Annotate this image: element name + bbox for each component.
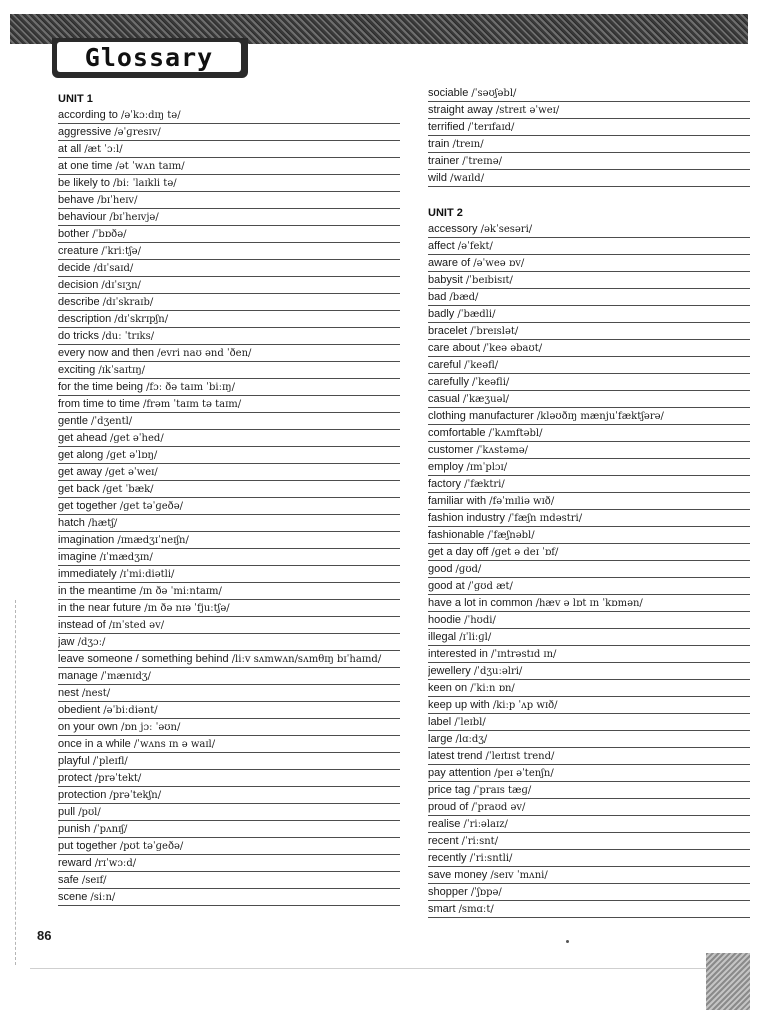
entry-pronunciation: /ˈpraʊd əv/ [471,802,526,813]
entry-word: casual [428,393,460,405]
entry-pronunciation: /ɡet ə deɪ ˈɒf/ [491,547,559,558]
glossary-entry [428,765,750,782]
entry-word: decision [58,279,99,291]
glossary-entry [428,102,750,119]
glossary-entry [58,566,400,583]
entry-word: wild [428,172,447,184]
entry-pronunciation: /liːv sʌmwʌn/sʌmθɪŋ bɪˈhaɪnd/ [231,654,382,665]
entry-pronunciation: /ˈriːsntli/ [469,853,513,864]
glossary-entry [428,850,750,867]
entry-word: get ahead [58,432,107,444]
glossary-entry [428,442,750,459]
glossary-entry [428,493,750,510]
entry-pronunciation: /ɪˈliːɡl/ [459,632,492,643]
entry-pronunciation: /əˈɡresɪv/ [114,127,161,138]
entry-pronunciation: /ˈkeəfli/ [472,377,510,388]
glossary-entry [58,736,400,753]
glossary-entry [428,221,750,238]
glossary-entry [428,578,750,595]
entry-word: do tricks [58,330,99,342]
glossary-entry [58,345,400,362]
glossary-entry [428,612,750,629]
entry-pronunciation: /streɪt əˈweɪ/ [495,105,560,116]
entry-word: aggressive [58,126,112,138]
entry-pronunciation: /dɪˈsaɪd/ [93,263,134,274]
entry-word: careful [428,359,462,371]
entry-word: familiar with [428,495,487,507]
entry-pronunciation: /evri naʊ ənd ˈðen/ [157,348,252,359]
entry-word: price tag [428,784,471,796]
glossary-entry [428,85,750,102]
glossary-entry [58,379,400,396]
entry-pronunciation: /ˈbɒðə/ [92,229,127,240]
entry-pronunciation: /ət ˈwʌn taɪm/ [115,161,185,172]
entry-word: gentle [58,415,88,427]
entry-pronunciation: /ˈbreɪslət/ [470,326,519,337]
entry-word: fashion industry [428,512,506,524]
glossary-entry [58,634,400,651]
glossary-entry [58,430,400,447]
entry-word: manage [58,670,98,682]
entry-word: carefully [428,376,469,388]
entry-pronunciation: /ɪmædʒɪˈneɪʃn/ [117,535,189,546]
entry-word: be likely to [58,177,110,189]
entry-pronunciation: /seɪf/ [81,875,107,886]
entry-pronunciation: /ˈleɪbl/ [454,717,486,728]
entry-word: good at [428,580,465,592]
title-frame [57,42,241,72]
entry-word: fashionable [428,529,485,541]
glossary-entry [428,901,750,918]
glossary-entry [428,799,750,816]
entry-pronunciation: /ˈhʊdi/ [464,615,496,626]
glossary-entry [58,464,400,481]
glossary-entry [428,289,750,306]
entry-word: punish [58,823,91,835]
entry-word: keen on [428,682,468,694]
entry-word: at all [58,143,82,155]
entry-pronunciation: /prəˈtekʃn/ [109,790,162,801]
entry-word: on your own [58,721,118,733]
entry-word: comfortable [428,427,486,439]
glossary-entry [58,124,400,141]
glossary-entry [58,821,400,838]
entry-word: good [428,563,453,575]
entry-pronunciation: /ˈkʌmftəbl/ [488,428,543,439]
glossary-entry [428,629,750,646]
entry-pronunciation: /kləʊðɪŋ mænjuˈfæktʃərə/ [536,411,664,422]
glossary-entry [428,340,750,357]
entry-pronunciation: /treɪn/ [452,139,484,150]
entry-word: pull [58,806,76,818]
entry-word: affect [428,240,455,252]
entry-pronunciation: /ɪn ðə ˈmiːntaɪm/ [139,586,222,597]
entry-word: immediately [58,568,117,580]
entry-pronunciation: /ˈriːəlaɪz/ [463,819,508,830]
glossary-entry [58,107,400,124]
glossary-entry [428,595,750,612]
entry-word: clothing manufacturer [428,410,534,422]
entry-pronunciation: /ˈfæʃn ɪndəstri/ [508,513,583,524]
entry-pronunciation: /ɡet əˈweɪ/ [105,467,158,478]
entry-word: put together [58,840,117,852]
entry-pronunciation: /dɪˈskraɪb/ [102,297,154,308]
entry-word: hatch [58,517,85,529]
glossary-entry [428,323,750,340]
glossary-entry [58,260,400,277]
glossary-entry [428,391,750,408]
glossary-entry [428,459,750,476]
entry-pronunciation: /hætʃ/ [87,518,118,529]
glossary-entry [428,425,750,442]
entry-pronunciation: /smɑːt/ [458,904,494,915]
entry-pronunciation: /ˈpʌnɪʃ/ [93,824,128,835]
glossary-entry [428,714,750,731]
entry-word: playful [58,755,90,767]
entry-word: in the meantime [58,585,137,597]
unit-2-heading: UNIT 2 [428,207,463,219]
glossary-entry [58,226,400,243]
entry-word: latest trend [428,750,483,762]
entry-word: leave someone / something behind [58,653,229,665]
entry-word: factory [428,478,462,490]
entry-word: from time to time [58,398,140,410]
entry-word: at one time [58,160,113,172]
left-column [58,90,400,906]
entry-pronunciation: /bɪˈheɪvjə/ [109,212,159,223]
entry-word: nest [58,687,79,699]
entry-pronunciation: /ɪkˈsaɪtɪŋ/ [98,365,146,376]
glossary-entry [428,306,750,323]
entry-pronunciation: /rɪˈwɔːd/ [94,858,137,869]
glossary-entry [58,804,400,821]
entry-word: smart [428,903,456,915]
glossary-entry [58,396,400,413]
glossary-entry [58,719,400,736]
glossary-entry [428,833,750,850]
page-number: 86 [37,928,52,943]
entry-pronunciation: /dʒɔː/ [77,637,106,648]
entry-word: behaviour [58,211,107,223]
entry-word: proud of [428,801,469,813]
glossary-entry [428,510,750,527]
glossary-entry [428,816,750,833]
entry-pronunciation: /duː ˈtrɪks/ [102,331,155,342]
entry-pronunciation: /ˈpraɪs tæɡ/ [473,785,532,796]
entry-word: get along [58,449,104,461]
glossary-entry [58,243,400,260]
entry-word: accessory [428,223,478,235]
entry-pronunciation: /ˈmænɪdʒ/ [100,671,151,682]
entry-pronunciation: /ˈbædli/ [457,309,496,320]
unit-2-entry-list [428,221,750,918]
glossary-entry [58,481,400,498]
bottom-rule [30,968,738,969]
entry-word: have a lot in common [428,597,533,609]
entry-pronunciation: /pʊl/ [78,807,101,818]
glossary-entry [428,374,750,391]
glossary-entry [58,192,400,209]
glossary-entry [58,651,400,668]
entry-word: babysit [428,274,463,286]
section-gap [428,187,750,204]
entry-word: every now and then [58,347,155,359]
glossary-entry [428,153,750,170]
glossary-entry [58,617,400,634]
glossary-entry [428,748,750,765]
entry-word: interested in [428,648,488,660]
entry-pronunciation: /ɡʊd/ [455,564,482,575]
entry-word: keep up with [428,699,490,711]
glossary-entry [428,884,750,901]
glossary-entry [428,561,750,578]
entry-word: bad [428,291,447,303]
entry-pronunciation: /siːn/ [90,892,116,903]
entry-word: imagination [58,534,115,546]
entry-pronunciation: /dɪˈskrɪpʃn/ [114,314,169,325]
entry-word: safe [58,874,79,886]
glossary-entry [58,328,400,345]
glossary-entry [58,549,400,566]
entry-pronunciation: /æt ˈɔːl/ [84,144,123,155]
glossary-entry [58,498,400,515]
scan-corner-shade [706,953,750,1010]
unit-1-continued-list [428,85,750,187]
entry-word: trainer [428,155,460,167]
entry-word: hoodie [428,614,462,626]
unit-1-heading: UNIT 1 [58,93,93,105]
entry-word: bother [58,228,90,240]
glossary-entry [58,753,400,770]
glossary-entry [58,532,400,549]
entry-pronunciation: /ˈkʌstəmə/ [476,445,528,456]
entry-pronunciation: /ˈkæʒuəl/ [462,394,510,405]
entry-word: jewellery [428,665,471,677]
entry-word: badly [428,308,455,320]
glossary-entry [428,646,750,663]
glossary-entry [428,272,750,289]
entry-pronunciation: /ˈkiːn ɒn/ [470,683,515,694]
entry-pronunciation: /ɡet əˈhed/ [110,433,164,444]
glossary-entry [58,311,400,328]
glossary-entry [428,357,750,374]
entry-word: sociable [428,87,469,99]
entry-pronunciation: /ˈbeɪbisɪt/ [465,275,513,286]
entry-word: recently [428,852,467,864]
glossary-entry [428,170,750,187]
entry-word: describe [58,296,100,308]
entry-pronunciation: /ɡet təˈɡeðə/ [119,501,183,512]
entry-word: straight away [428,104,493,116]
glossary-entry [428,119,750,136]
entry-word: terrified [428,121,465,133]
entry-pronunciation: /ɡet əˈlɒŋ/ [106,450,158,461]
entry-pronunciation: /ɪmˈplɔɪ/ [466,462,508,473]
entry-pronunciation: /dɪˈsɪʒn/ [101,280,141,291]
entry-pronunciation: /seɪv ˈmʌni/ [490,870,548,881]
entry-word: obedient [58,704,101,716]
entry-word: decide [58,262,91,274]
entry-pronunciation: /fəˈmɪliə wɪð/ [489,496,555,507]
entry-word: protect [58,772,92,784]
scan-speck [566,940,569,943]
entry-pronunciation: /əˈkɔːdɪŋ tə/ [121,110,181,121]
entry-pronunciation: /ˈpleɪfl/ [92,756,128,767]
entry-pronunciation: /ɪˈmiːdiətli/ [119,569,175,580]
entry-word: for the time being [58,381,143,393]
entry-pronunciation: /kiːp ˈʌp wɪð/ [492,700,558,711]
entry-word: behave [58,194,95,206]
glossary-entry [58,362,400,379]
glossary-entry [58,855,400,872]
glossary-entry [58,685,400,702]
entry-pronunciation: /ˈdʒentl/ [91,416,133,427]
entry-pronunciation: /ˈdʒuːəlri/ [473,666,523,677]
entry-pronunciation: /ɪn ðə nɪə ˈfjuːtʃə/ [144,603,230,614]
entry-pronunciation: /ˈleɪtɪst trend/ [485,751,555,762]
glossary-entry [58,583,400,600]
entry-word: realise [428,818,461,830]
entry-word: large [428,733,453,745]
glossary-entry [428,663,750,680]
glossary-entry [428,782,750,799]
glossary-entry [58,668,400,685]
entry-pronunciation: /bæd/ [449,292,479,303]
entry-pronunciation: /ɡet ˈbæk/ [102,484,154,495]
entry-word: according to [58,109,118,121]
glossary-entry [58,702,400,719]
entry-pronunciation: /ˈʃɒpə/ [470,887,502,898]
glossary-entry [428,408,750,425]
entry-pronunciation: /ɒn jɔː ˈəʊn/ [121,722,181,733]
glossary-entry [58,158,400,175]
entry-pronunciation: /ɪˈmædʒɪn/ [99,552,153,563]
entry-pronunciation: /fɔː ðə taɪm ˈbiːɪŋ/ [146,382,235,393]
entry-pronunciation: /pʊt təˈɡeðə/ [119,841,184,852]
glossary-entry [58,447,400,464]
margin-rule [15,600,16,965]
entry-pronunciation: /ˈkriːtʃə/ [101,246,141,257]
entry-word: get together [58,500,117,512]
entry-pronunciation: /nest/ [81,688,111,699]
entry-word: recent [428,835,459,847]
entry-word: creature [58,245,99,257]
title-tab [52,38,248,78]
entry-word: get away [58,466,103,478]
entry-word: train [428,138,450,150]
glossary-entry [58,600,400,617]
entry-pronunciation: /ˈwʌns ɪn ə waɪl/ [133,739,216,750]
entry-pronunciation: /waɪld/ [450,173,485,184]
entry-pronunciation: /ˈsəʊʃəbl/ [471,88,517,99]
glossary-entry [58,889,400,906]
entry-word: save money [428,869,488,881]
glossary-entry [58,141,400,158]
entry-pronunciation: /əˈweə ɒv/ [473,258,525,269]
entry-pronunciation: /əkˈsesəri/ [480,224,533,235]
right-column [428,85,750,918]
entry-pronunciation: /ˈriːsnt/ [461,836,499,847]
glossary-entry [428,476,750,493]
entry-pronunciation: /bɪˈheɪv/ [97,195,138,206]
glossary-entry [428,680,750,697]
entry-pronunciation: /ɪnˈsted əv/ [108,620,165,631]
glossary-entry [58,515,400,532]
glossary-entry [428,136,750,153]
entry-word: protection [58,789,107,801]
glossary-entry [58,277,400,294]
glossary-entry [58,872,400,889]
entry-word: customer [428,444,474,456]
entry-pronunciation: /hæv ə lɒt ɪn ˈkɒmən/ [535,598,643,609]
glossary-entry [428,867,750,884]
glossary-entry [58,413,400,430]
glossary-entry [428,731,750,748]
glossary-entry [428,527,750,544]
glossary-entry [58,838,400,855]
entry-word: label [428,716,452,728]
entry-word: shopper [428,886,468,898]
entry-word: once in a while [58,738,131,750]
glossary-entry [428,544,750,561]
entry-pronunciation: /ˈfæktri/ [464,479,505,490]
entry-pronunciation: /peɪ əˈtenʃn/ [494,768,554,779]
entry-pronunciation: /ˈkeəfl/ [464,360,499,371]
entry-word: imagine [58,551,97,563]
entry-word: aware of [428,257,471,269]
glossary-entry [58,770,400,787]
entry-pronunciation: /ˈɡʊd æt/ [467,581,513,592]
entry-word: in the near future [58,602,142,614]
unit-1-entry-list [58,107,400,906]
entry-pronunciation: /ˈterɪfaɪd/ [467,122,515,133]
glossary-entry [58,294,400,311]
entry-pronunciation: /ˈtreɪnə/ [462,156,503,167]
entry-pronunciation: /əˈbiːdiənt/ [103,705,158,716]
entry-word: get a day off [428,546,489,558]
entry-word: instead of [58,619,106,631]
entry-pronunciation: /frəm ˈtaɪm tə taɪm/ [142,399,242,410]
entry-pronunciation: /prəˈtekt/ [94,773,142,784]
glossary-entry [58,787,400,804]
entry-pronunciation: /biː ˈlaɪkli tə/ [113,178,177,189]
entry-pronunciation: /ˈkeə əbaʊt/ [483,343,543,354]
entry-word: jaw [58,636,75,648]
glossary-entry [58,175,400,192]
glossary-entry [428,255,750,272]
page-title: Glossary [84,42,214,72]
entry-pronunciation: /lɑːdʒ/ [455,734,488,745]
entry-word: bracelet [428,325,468,337]
entry-word: employ [428,461,464,473]
entry-word: exciting [58,364,96,376]
glossary-entry [58,209,400,226]
entry-word: reward [58,857,92,869]
entry-word: get back [58,483,100,495]
entry-word: description [58,313,112,325]
entry-pronunciation: /əˈfekt/ [457,241,493,252]
entry-word: illegal [428,631,457,643]
glossary-entry [428,238,750,255]
entry-word: care about [428,342,480,354]
entry-word: scene [58,891,88,903]
entry-pronunciation: /ˈɪntrəstɪd ɪn/ [491,649,557,660]
entry-word: pay attention [428,767,491,779]
glossary-entry [428,697,750,714]
entry-pronunciation: /ˈfæʃnəbl/ [487,530,535,541]
